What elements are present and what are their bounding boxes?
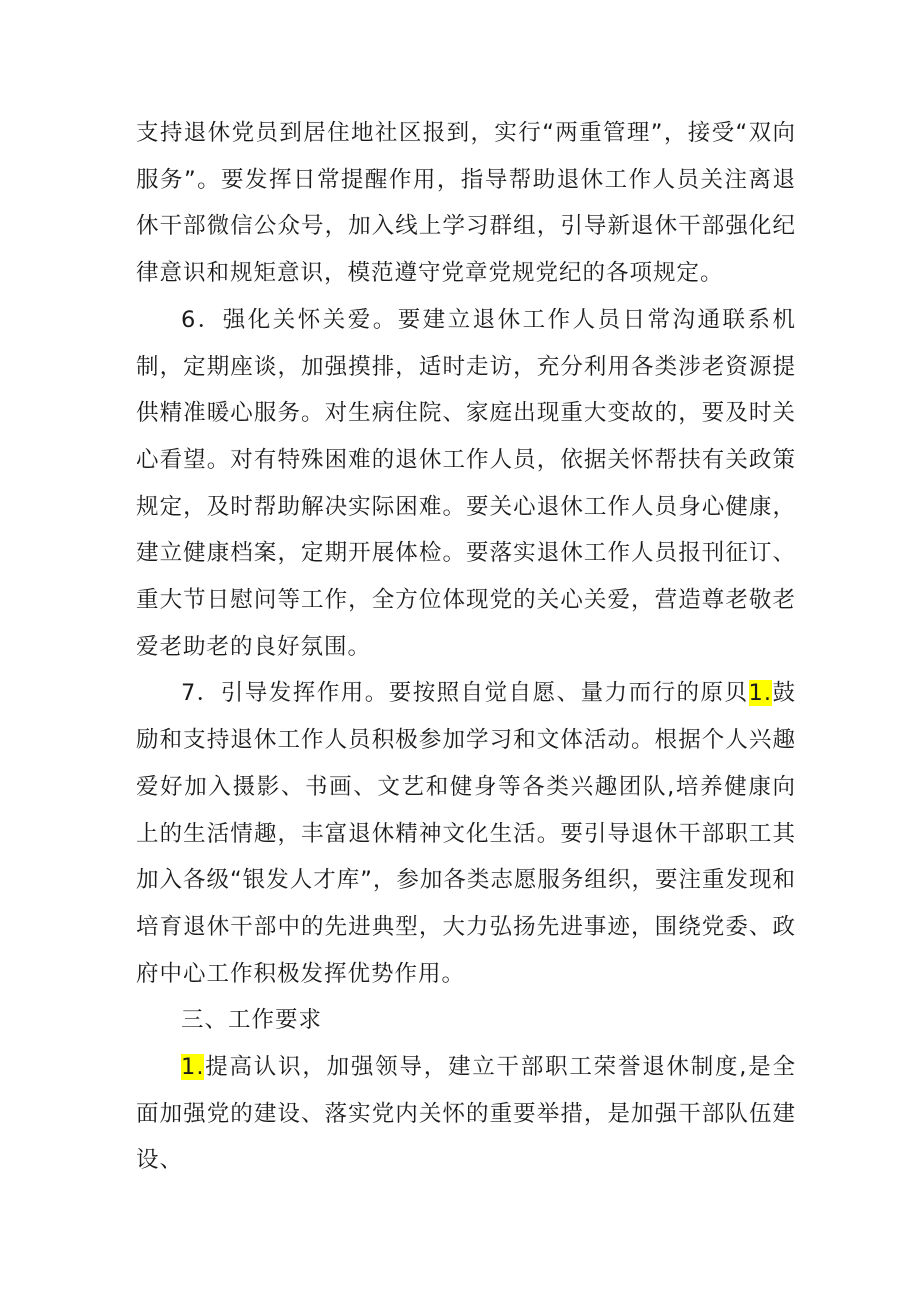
paragraph-text: 6．强化关怀关爱。要建立退休工作人员日常沟通联系机制，定期座谈，加强摸排，适时走访，充分利用各类涉老资源提供精准暖心服务。对生病住院、家庭出现重大变故的，要及时关心看望。对有特殊困难的退休工作人员，依据关怀帮扶有关政策规定，及时帮助解决实际困难。要关心退休工作人员身心健康，建立健康档案，定期开展体检。要落实退休工作人员报刊征订、重大节日慰问等工作，全方位体现党的关心关爱，营造尊老敬老爱老助老的良好氛围。 bbox=[136, 306, 796, 660]
section-heading-work-requirements bbox=[136, 997, 796, 1044]
document-body bbox=[136, 110, 796, 1184]
paragraph-service-reminder bbox=[136, 110, 796, 297]
paragraph-text: 7．引导发挥作用。要按照自觉自愿、量力而行的原贝 bbox=[181, 680, 749, 707]
paragraph-text: 提高认识，加强领导，建立干部职工荣誉退休制度,是全面加强党的建设、落实党内关怀的重要举措，是加强干部队伍建设、 bbox=[136, 1054, 796, 1174]
highlighted-number: 1. bbox=[748, 680, 772, 707]
paragraph-care-section-6 bbox=[136, 297, 796, 671]
paragraph-text: 支持退休党员到居住地社区报到，实行“两重管理”，接受“双向服务”。要发挥日常提醒作用，指导帮助退休工作人员关注离退休干部微信公众号，加入线上学习群组，引导新退休干部强化纪律意识和规矩意识，模范遵守党章党规党纪的各项规定。 bbox=[136, 120, 796, 287]
highlighted-number: 1. bbox=[181, 1054, 205, 1081]
paragraph-text: 鼓励和支持退休工作人员积极参加学习和文体活动。根据个人兴趣爱好加入摄影、书画、文艺和健身等各类兴趣团队,培养健康向上的生活情趣，丰富退休精神文化生活。要引导退休干部职工其加入各级“银发人才库”，参加各类志愿服务组织，要注重发现和培育退休干部中的先进典型，大力弘扬先进事迹，围绕党委、政府中心工作积极发挥优势作用。 bbox=[136, 680, 796, 987]
paragraph-requirement-1 bbox=[136, 1044, 796, 1184]
heading-text: 三、工作要求 bbox=[181, 1007, 323, 1034]
paragraph-role-section-7 bbox=[136, 670, 796, 997]
